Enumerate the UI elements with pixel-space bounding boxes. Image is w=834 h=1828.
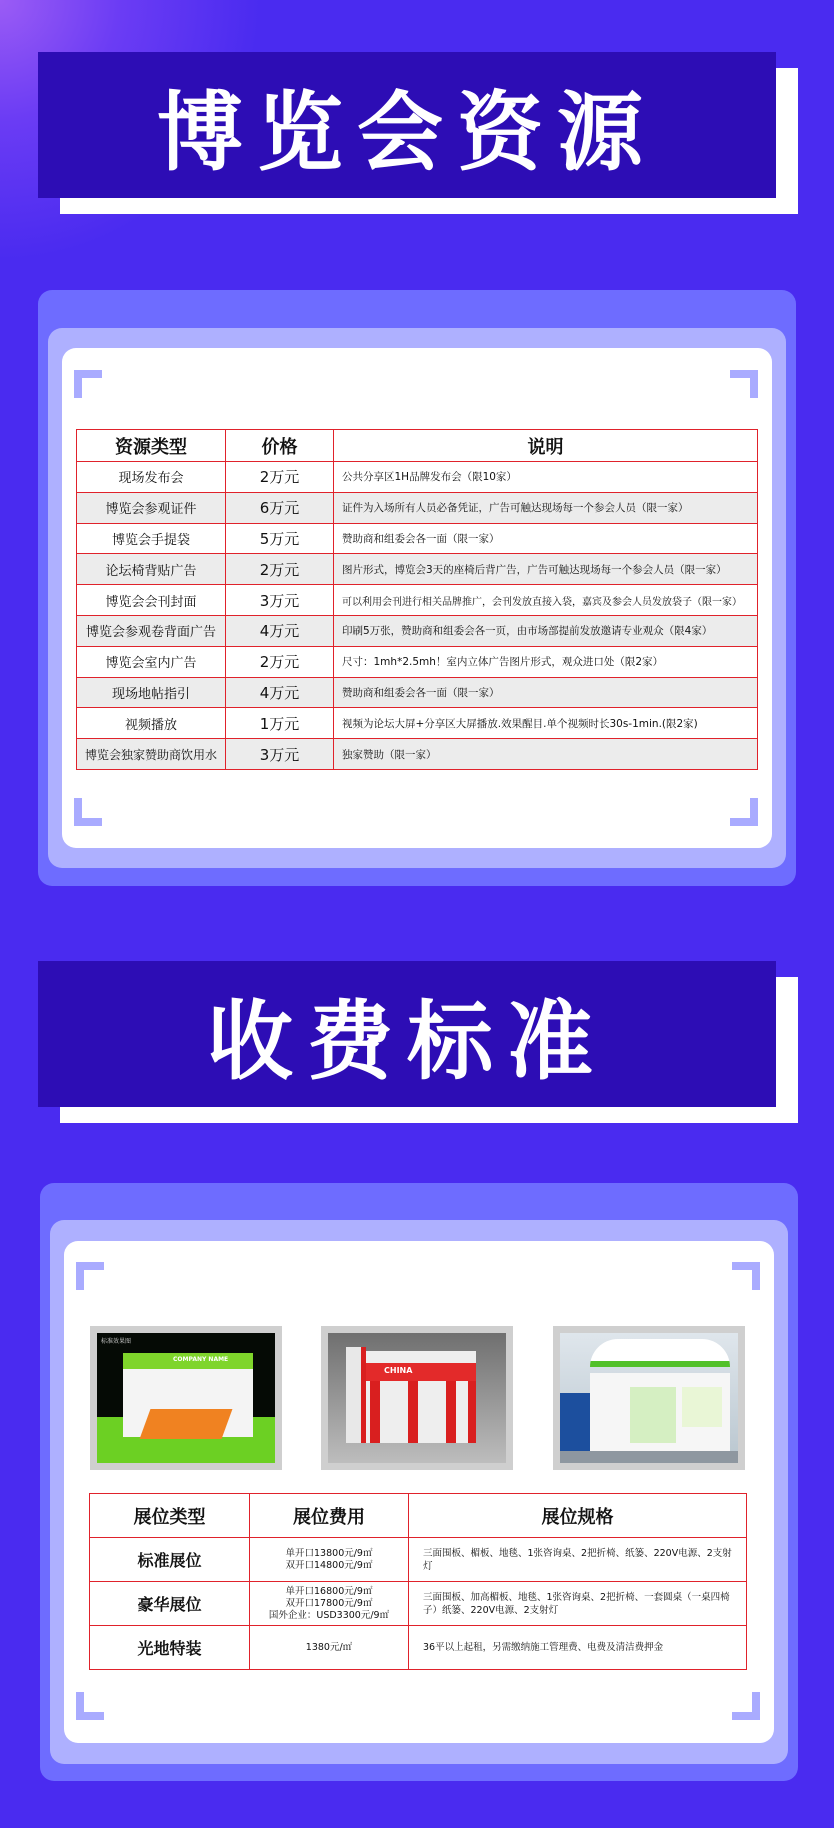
section-title-fees: 收费标准 xyxy=(38,961,776,1107)
booth-fee xyxy=(250,1538,409,1582)
resource-price: 2万元 xyxy=(226,554,334,585)
resource-price: 5万元 xyxy=(226,523,334,554)
table-header-row xyxy=(77,430,758,462)
table-row xyxy=(90,1582,747,1626)
booth-type: 豪华展位 xyxy=(90,1582,250,1626)
deluxe-booth-image xyxy=(321,1326,513,1470)
resource-price: 2万元 xyxy=(226,646,334,677)
section-title-resources: 博览会资源 xyxy=(38,52,776,198)
booth-fee xyxy=(250,1626,409,1670)
table-row xyxy=(77,739,758,770)
booth-type: 标准展位 xyxy=(90,1538,250,1582)
resource-price: 6万元 xyxy=(226,492,334,523)
resource-type: 博览会手提袋 xyxy=(77,523,226,554)
resource-type: 博览会独家赞助商饮用水 xyxy=(77,739,226,770)
raw-space-booth-image xyxy=(553,1326,745,1470)
header-description: 说明 xyxy=(334,430,758,462)
standard-booth-image xyxy=(90,1326,282,1470)
table-row xyxy=(77,523,758,554)
resource-price: 1万元 xyxy=(226,708,334,739)
table-row xyxy=(77,646,758,677)
corner-bracket xyxy=(730,798,758,826)
resource-description: 公共分享区1H品牌发布会（限10家） xyxy=(334,462,758,493)
resource-type: 博览会参观证件 xyxy=(77,492,226,523)
table-row xyxy=(90,1538,747,1582)
fee-line: 国外企业：USD3300元/9㎡ xyxy=(268,1609,390,1621)
table-row xyxy=(77,615,758,646)
corner-bracket xyxy=(76,1692,104,1720)
resource-description: 独家赞助（限一家） xyxy=(334,739,758,770)
resource-description: 赞助商和组委会各一面（限一家） xyxy=(334,523,758,554)
header-resource-type: 资源类型 xyxy=(77,430,226,462)
resource-price: 3万元 xyxy=(226,585,334,616)
resource-description: 图片形式，博览会3天的座椅后背广告，广告可触达现场每一个参会人员（限一家） xyxy=(334,554,758,585)
corner-bracket xyxy=(74,798,102,826)
header-booth-fee: 展位费用 xyxy=(250,1494,409,1538)
header-price: 价格 xyxy=(226,430,334,462)
resource-description: 视频为论坛大屏+分享区大屏播放.效果醒目.单个视频时长30s-1min.(限2家) xyxy=(334,708,758,739)
fees-banner xyxy=(38,961,776,1123)
booth-type: 光地特装 xyxy=(90,1626,250,1670)
table-row xyxy=(77,677,758,708)
header-booth-spec: 展位规格 xyxy=(409,1494,747,1538)
booth-spec: 36平以上起租，另需缴纳施工管理费、电费及清洁费押金 xyxy=(409,1626,747,1670)
resource-price: 3万元 xyxy=(226,739,334,770)
table-row xyxy=(90,1626,747,1670)
header-booth-type: 展位类型 xyxy=(90,1494,250,1538)
resource-type: 现场地帖指引 xyxy=(77,677,226,708)
resource-description: 证件为入场所有人员必备凭证，广告可触达现场每一个参会人员（限一家） xyxy=(334,492,758,523)
table-row xyxy=(77,708,758,739)
resource-type: 博览会会刊封面 xyxy=(77,585,226,616)
resource-price: 4万元 xyxy=(226,615,334,646)
resource-description: 赞助商和组委会各一面（限一家） xyxy=(334,677,758,708)
resource-type: 论坛椅背贴广告 xyxy=(77,554,226,585)
corner-bracket xyxy=(732,1262,760,1290)
company-name-label: COMPANY NAME xyxy=(173,1356,229,1363)
fee-line: 单开口13800元/9㎡ xyxy=(285,1547,373,1559)
resource-type: 博览会参观卷背面广告 xyxy=(77,615,226,646)
resources-banner xyxy=(38,52,776,214)
corner-bracket xyxy=(732,1692,760,1720)
fee-line: 单开口16800元/9㎡ xyxy=(285,1585,373,1597)
resource-type: 现场发布会 xyxy=(77,462,226,493)
fee-line: 1380元/㎡ xyxy=(305,1641,353,1653)
corner-bracket xyxy=(74,370,102,398)
standard-image-caption: 标准效果图 xyxy=(101,1338,132,1345)
resource-price: 2万元 xyxy=(226,462,334,493)
booth-spec: 三面围板、楣板、地毯、1张咨询桌、2把折椅、纸篓、220V电源、2支射灯 xyxy=(409,1538,747,1582)
fees-table xyxy=(89,1493,747,1670)
china-sign: CHINA xyxy=(384,1366,413,1375)
resource-type: 视频播放 xyxy=(77,708,226,739)
table-row xyxy=(77,492,758,523)
corner-bracket xyxy=(76,1262,104,1290)
fee-line: 双开口14800元/9㎡ xyxy=(285,1559,373,1571)
booth-fee xyxy=(250,1582,409,1626)
corner-bracket xyxy=(730,370,758,398)
resource-type: 博览会室内广告 xyxy=(77,646,226,677)
resource-description: 尺寸：1mh*2.5mh！室内立体广告图片形式，观众进口处（限2家） xyxy=(334,646,758,677)
table-row xyxy=(77,585,758,616)
fee-line: 双开口17800元/9㎡ xyxy=(285,1597,373,1609)
resource-price: 4万元 xyxy=(226,677,334,708)
resource-description: 印刷5万张，赞助商和组委会各一页，由市场部提前发放邀请专业观众（限4家） xyxy=(334,615,758,646)
resource-description: 可以利用会刊进行相关品牌推广，会刊发放直接入袋，嘉宾及参会人员发放袋子（限一家） xyxy=(334,585,758,616)
table-row xyxy=(77,462,758,493)
booth-spec: 三面围板、加高楣板、地毯、1张咨询桌、2把折椅、一套圆桌（一桌四椅子）纸篓、220V电源、2支射灯 xyxy=(409,1582,747,1626)
resources-table xyxy=(76,429,758,770)
table-row xyxy=(77,554,758,585)
table-header-row xyxy=(90,1494,747,1538)
